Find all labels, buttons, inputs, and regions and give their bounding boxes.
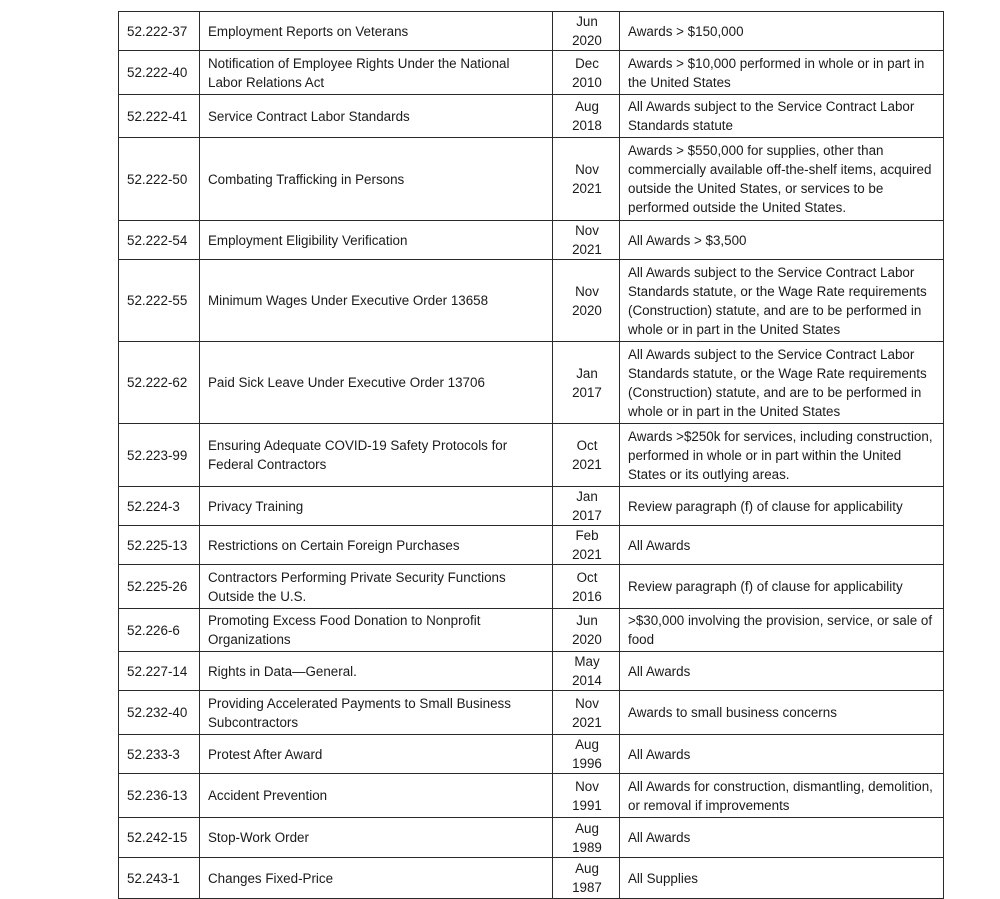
clause-number: 52.222-40 [119,51,200,95]
clause-title: Ensuring Adequate COVID-19 Safety Protocols for Federal Contractors [200,424,553,487]
table-row [119,487,944,526]
clause-applicability: All Awards [620,652,944,691]
clause-number: 52.225-26 [119,565,200,609]
clause-date: Oct 2016 [553,565,620,609]
table-row [119,342,944,424]
table-row [119,609,944,652]
clause-date: Dec 2010 [553,51,620,95]
clause-number: 52.222-37 [119,12,200,51]
clause-number: 52.222-41 [119,95,200,138]
clause-title: Contractors Performing Private Security Functions Outside the U.S. [200,565,553,609]
clause-applicability: Awards >$250k for services, including construction, performed in whole or in part within the United States or its outlying areas. [620,424,944,487]
clause-date: Feb 2021 [553,526,620,565]
clause-applicability: Awards > $10,000 performed in whole or in part in the United States [620,51,944,95]
clause-number: 52.236-13 [119,774,200,818]
clause-applicability: Awards > $550,000 for supplies, other than commercially available off-the-shelf items, acquired outside the United States, or services to be performed outside the United States. [620,138,944,221]
clause-date: Aug 2018 [553,95,620,138]
clause-number: 52.232-40 [119,691,200,735]
clause-title: Combating Trafficking in Persons [200,138,553,221]
clause-title: Changes Fixed-Price [200,858,553,899]
clause-date: Jan 2017 [553,342,620,424]
clause-title: Protest After Award [200,735,553,774]
clause-title: Employment Eligibility Verification [200,221,553,260]
clause-number: 52.233-3 [119,735,200,774]
clause-applicability: All Awards [620,818,944,858]
table-row [119,526,944,565]
clause-number: 52.222-55 [119,260,200,342]
clause-number: 52.222-50 [119,138,200,221]
clause-number: 52.226-6 [119,609,200,652]
clause-title: Minimum Wages Under Executive Order 13658 [200,260,553,342]
clause-title: Promoting Excess Food Donation to Nonprofit Organizations [200,609,553,652]
table-row [119,565,944,609]
clause-date: Jun 2020 [553,609,620,652]
table-row [119,51,944,95]
clause-title: Accident Prevention [200,774,553,818]
clause-title: Employment Reports on Veterans [200,12,553,51]
clause-title: Stop-Work Order [200,818,553,858]
clause-date: Oct 2021 [553,424,620,487]
table-row [119,774,944,818]
clause-date: Nov 2021 [553,138,620,221]
clause-number: 52.242-15 [119,818,200,858]
clause-number: 52.223-99 [119,424,200,487]
clause-applicability: Awards to small business concerns [620,691,944,735]
clause-title: Paid Sick Leave Under Executive Order 13706 [200,342,553,424]
table-row [119,138,944,221]
clause-title: Privacy Training [200,487,553,526]
clause-date: Nov 2021 [553,221,620,260]
clause-number: 52.224-3 [119,487,200,526]
clause-number: 52.243-1 [119,858,200,899]
clause-applicability: All Awards > $3,500 [620,221,944,260]
clause-date: Aug 1996 [553,735,620,774]
table-row [119,818,944,858]
clause-date: Jun 2020 [553,12,620,51]
clause-date: Aug 1987 [553,858,620,899]
clause-title: Providing Accelerated Payments to Small Business Subcontractors [200,691,553,735]
clause-applicability: All Awards subject to the Service Contract Labor Standards statute, or the Wage Rate requirements (Construction) statute, and are to be performed in whole or in part in the United States [620,260,944,342]
clause-number: 52.222-62 [119,342,200,424]
table-row [119,691,944,735]
table-row [119,735,944,774]
table-row [119,260,944,342]
clause-applicability: Review paragraph (f) of clause for applicability [620,487,944,526]
table-row [119,652,944,691]
clause-applicability: All Awards for construction, dismantling, demolition, or removal if improvements [620,774,944,818]
clause-applicability: All Awards subject to the Service Contract Labor Standards statute [620,95,944,138]
clause-applicability: Review paragraph (f) of clause for applicability [620,565,944,609]
clause-date: Aug 1989 [553,818,620,858]
clause-date: Nov 1991 [553,774,620,818]
table-row [119,221,944,260]
clause-applicability: >$30,000 involving the provision, service, or sale of food [620,609,944,652]
table-row [119,858,944,899]
clause-applicability: All Supplies [620,858,944,899]
clause-title: Notification of Employee Rights Under the National Labor Relations Act [200,51,553,95]
table-row [119,95,944,138]
clause-applicability: All Awards [620,735,944,774]
clause-applicability: All Awards subject to the Service Contract Labor Standards statute, or the Wage Rate requirements (Construction) statute, and are to be performed in whole or in part in the United States [620,342,944,424]
table-row [119,12,944,51]
clause-applicability: All Awards [620,526,944,565]
clause-title: Service Contract Labor Standards [200,95,553,138]
clauses-table-body [119,12,944,899]
clause-number: 52.227-14 [119,652,200,691]
clause-applicability: Awards > $150,000 [620,12,944,51]
clause-date: Nov 2021 [553,691,620,735]
clause-date: Nov 2020 [553,260,620,342]
clause-date: May 2014 [553,652,620,691]
clause-date: Jan 2017 [553,487,620,526]
clause-title: Restrictions on Certain Foreign Purchases [200,526,553,565]
clause-number: 52.225-13 [119,526,200,565]
clauses-table [118,11,944,899]
clause-number: 52.222-54 [119,221,200,260]
table-row [119,424,944,487]
clause-title: Rights in Data—General. [200,652,553,691]
